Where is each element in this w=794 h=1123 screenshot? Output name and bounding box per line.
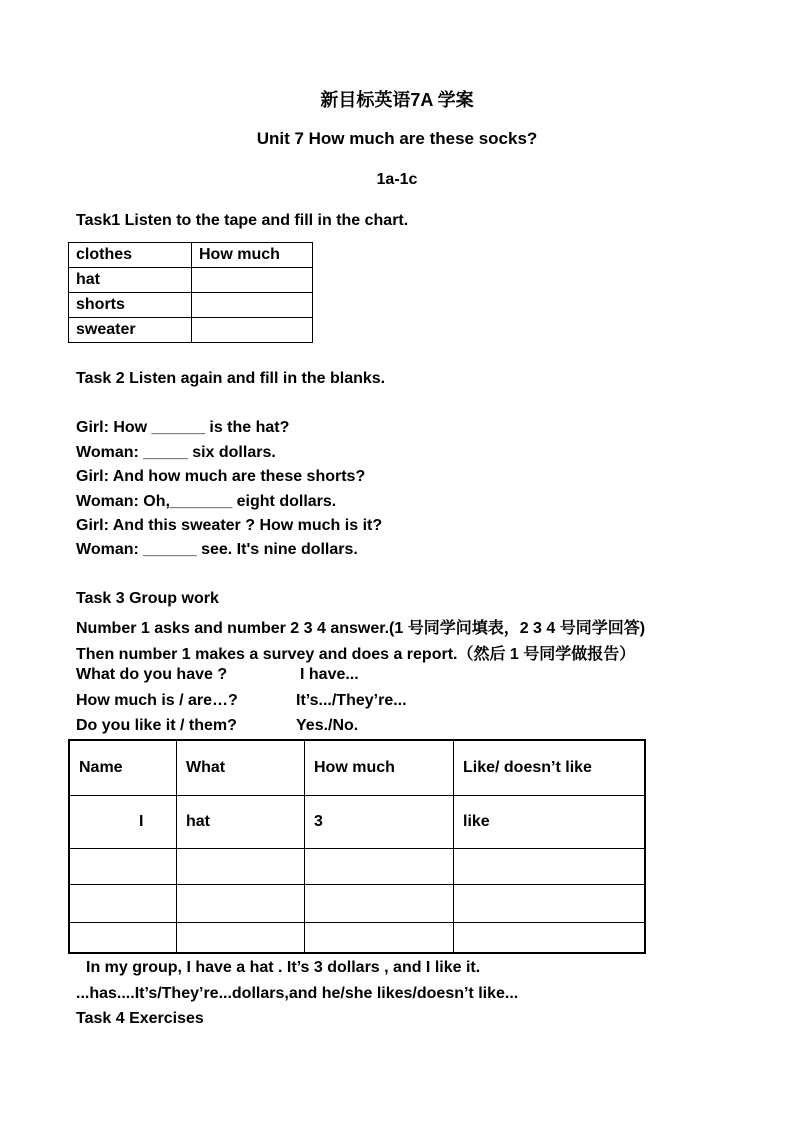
item-cell: shorts [69, 293, 192, 318]
report-line: ...has....It’s/They’re...dollars,and he/she likes/doesn’t like... [76, 985, 519, 1002]
table-row [69, 293, 313, 318]
blank-cell[interactable] [305, 884, 454, 922]
question-text: How much is / are…? [76, 692, 238, 709]
task1-chart [68, 242, 313, 343]
answer-text: I have... [300, 666, 359, 683]
blank-cell[interactable] [69, 884, 177, 922]
dialogue-line: Woman: _____ six dollars. [76, 444, 276, 461]
dialogue-line: Girl: How ______ is the hat? [76, 419, 290, 436]
example-cell: 3 [305, 795, 454, 848]
header-cell: clothes [69, 243, 192, 268]
blank-cell[interactable] [192, 318, 313, 343]
header-cell: How much [305, 740, 454, 795]
report-line: In my group, I have a hat . It’s 3 dollars , and I like it. [86, 959, 481, 976]
blank-cell[interactable] [305, 922, 454, 953]
page-title: 新目标英语7A 学案 [320, 90, 474, 110]
example-cell: hat [177, 795, 305, 848]
survey-table [68, 739, 646, 954]
blank-cell[interactable] [305, 848, 454, 884]
table-row [69, 268, 313, 293]
blank-cell[interactable] [177, 922, 305, 953]
task1-heading: Task1 Listen to the tape and fill in the chart. [76, 212, 409, 229]
answer-text: It’s.../They’re... [296, 692, 407, 709]
blank-cell[interactable] [177, 848, 305, 884]
header-cell: Like/ doesn’t like [454, 740, 646, 795]
answer-text: Yes./No. [296, 717, 359, 734]
blank-cell[interactable] [454, 922, 646, 953]
table-row [69, 318, 313, 343]
blank-cell[interactable] [192, 293, 313, 318]
dialogue-line: Girl: And how much are these shorts? [76, 468, 366, 485]
blank-cell[interactable] [192, 268, 313, 293]
dialogue-line: Woman: Oh,_______ eight dollars. [76, 493, 337, 510]
dialogue-line: Woman: ______ see. It's nine dollars. [76, 541, 358, 558]
header-cell: Name [69, 740, 177, 795]
table-row [69, 243, 313, 268]
question-text: Do you like it / them? [76, 717, 237, 734]
blank-cell[interactable] [69, 848, 177, 884]
table-row [69, 848, 645, 884]
instruction-line: Number 1 asks and number 2 3 4 answer.(1 号同学问填表，2 3 4 号同学回答) [76, 620, 646, 637]
blank-cell[interactable] [454, 848, 646, 884]
header-cell: What [177, 740, 305, 795]
instruction-line: Then number 1 makes a survey and does a report.（然后 1 号同学做报告） [76, 646, 636, 663]
item-cell: hat [69, 268, 192, 293]
blank-cell[interactable] [177, 884, 305, 922]
table-row [69, 884, 645, 922]
table-row [69, 922, 645, 953]
section-label: 1a-1c [376, 171, 418, 188]
blank-cell[interactable] [69, 922, 177, 953]
example-cell: I [69, 795, 177, 848]
task2-heading: Task 2 Listen again and fill in the blanks. [76, 370, 386, 387]
unit-title: Unit 7 How much are these socks? [256, 129, 538, 148]
example-cell: like [454, 795, 646, 848]
task4-heading: Task 4 Exercises [76, 1010, 204, 1027]
dialogue-line: Girl: And this sweater ? How much is it? [76, 517, 383, 534]
item-cell: sweater [69, 318, 192, 343]
table-row [69, 740, 645, 795]
blank-cell[interactable] [454, 884, 646, 922]
header-cell: How much [192, 243, 313, 268]
table-row [69, 795, 645, 848]
question-text: What do you have ? [76, 666, 228, 683]
task3-heading: Task 3 Group work [76, 590, 219, 607]
